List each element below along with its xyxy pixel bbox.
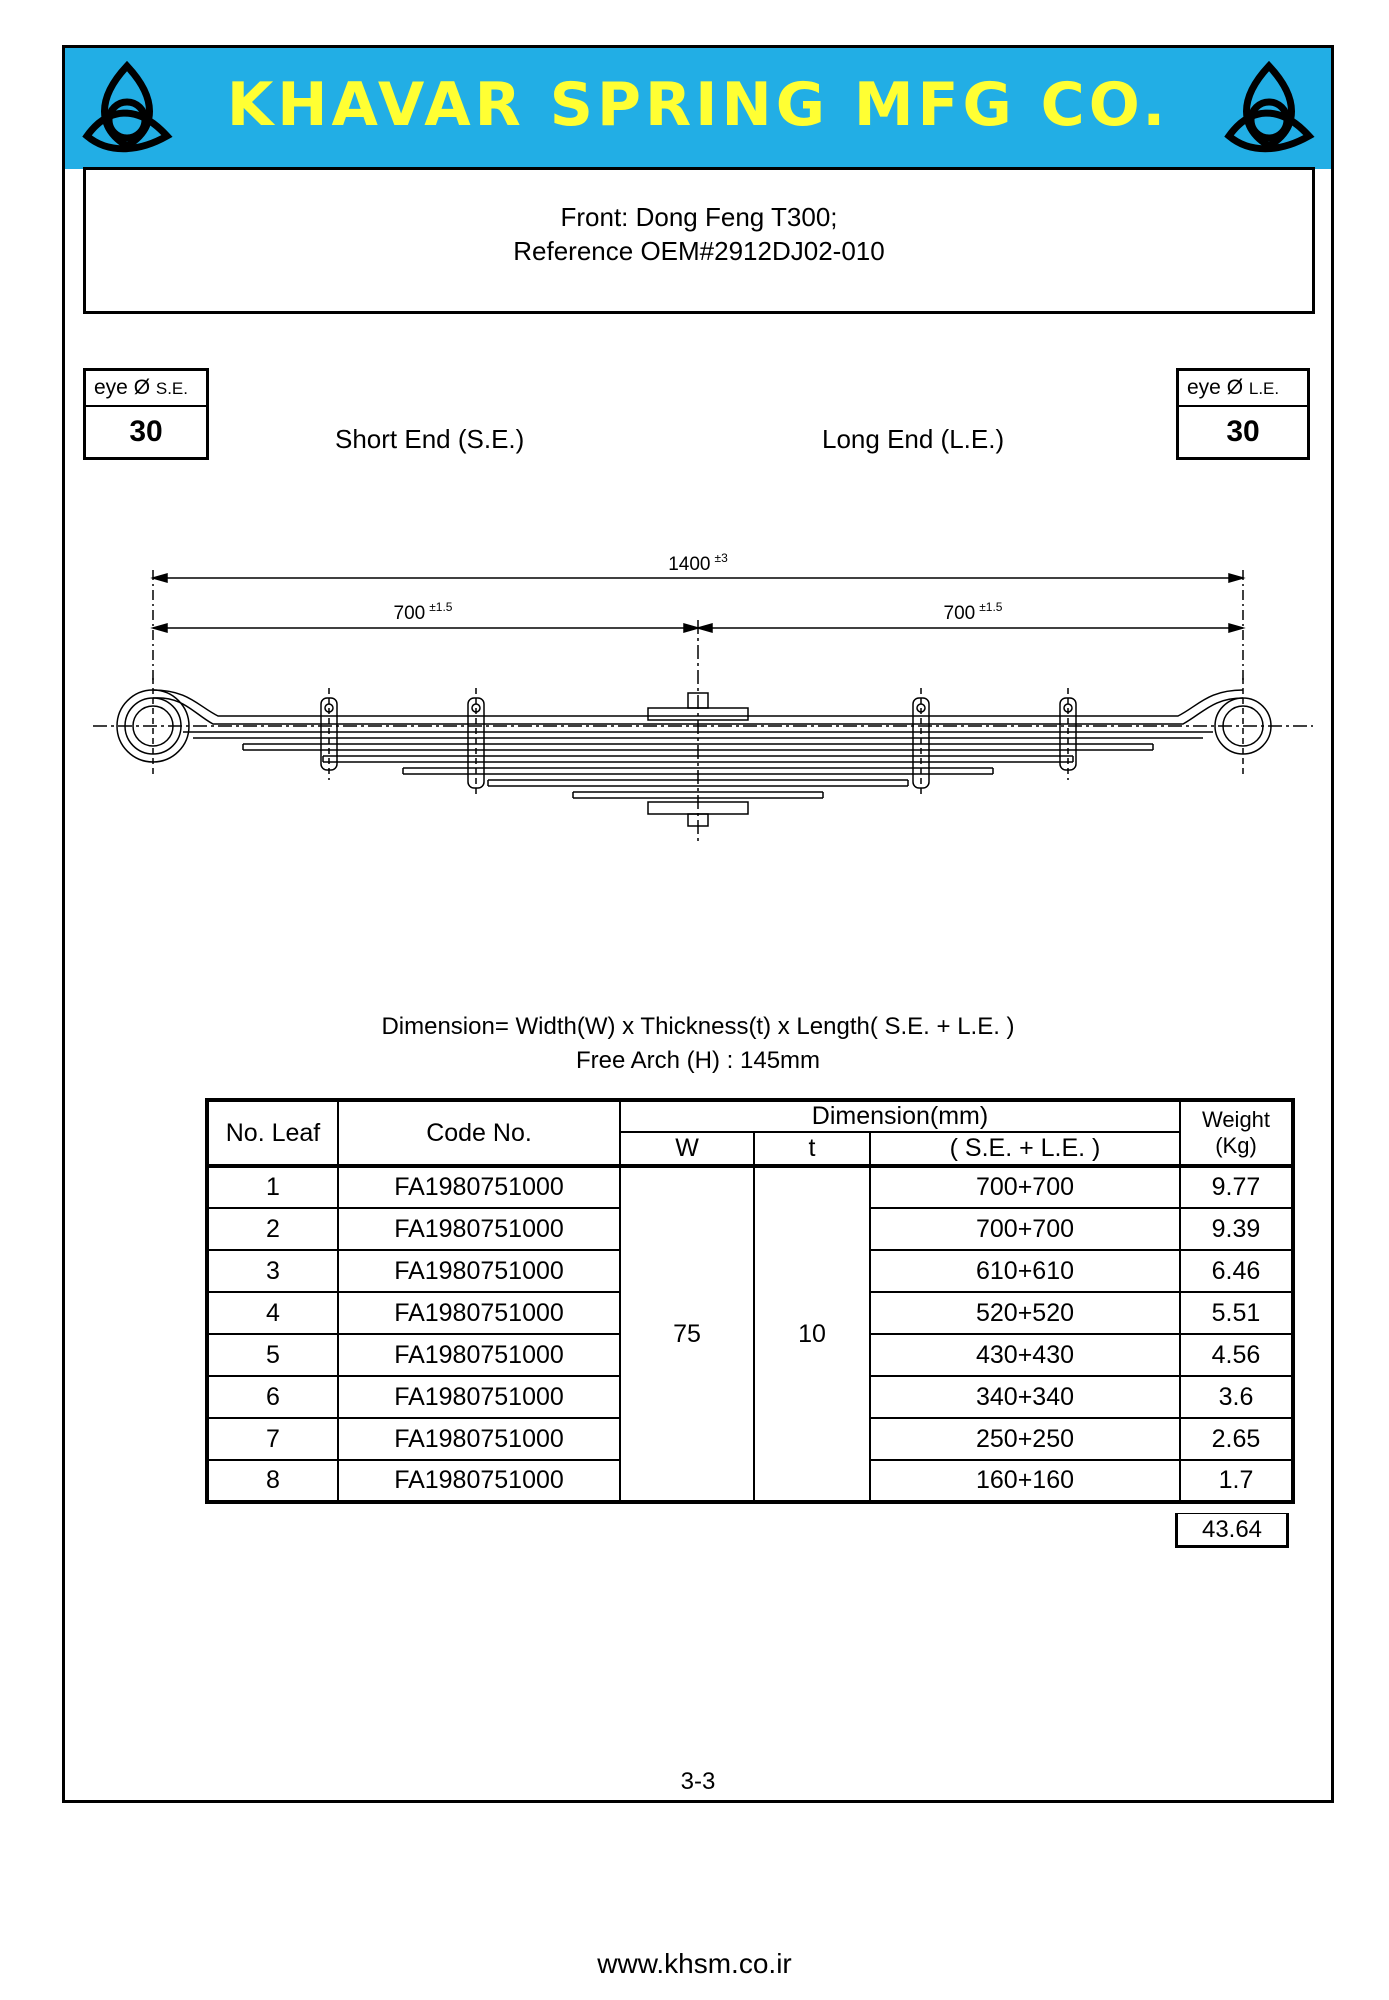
leaf-code: FA1980751000 — [338, 1208, 620, 1250]
eye-diameter-le-box — [1176, 368, 1310, 460]
company-name: KHAVAR SPRING MFG CO. — [226, 70, 1170, 140]
header-length: ( S.E. + L.E. ) — [870, 1132, 1180, 1166]
eye-se-value: 30 — [129, 415, 163, 448]
leaf-number: 1 — [207, 1166, 338, 1208]
leaf-number: 4 — [207, 1292, 338, 1334]
eye-le-label-suffix: L.E. — [1248, 379, 1280, 398]
spring-leaves — [93, 678, 1313, 826]
leaf-spring-drawing — [93, 508, 1313, 868]
leaf-length: 520+520 — [870, 1292, 1180, 1334]
leaf-weight: 3.6 — [1180, 1376, 1293, 1418]
leaf-number: 6 — [207, 1376, 338, 1418]
eye-le-label — [1179, 371, 1307, 407]
dimension-caption: Dimension= Width(W) x Thickness(t) x Length( S.E. + L.E. ) — [381, 1013, 1015, 1040]
leaf-length: 610+610 — [870, 1250, 1180, 1292]
leaf-weight: 4.56 — [1180, 1334, 1293, 1376]
leaf-length: 250+250 — [870, 1418, 1180, 1460]
header-thickness: t — [754, 1132, 870, 1166]
leaf-code: FA1980751000 — [338, 1292, 620, 1334]
leaf-number: 8 — [207, 1460, 338, 1502]
header-weight-unit: (Kg) — [1215, 1133, 1257, 1158]
leaf-weight: 6.46 — [1180, 1250, 1293, 1292]
eye-le-value: 30 — [1226, 415, 1260, 448]
leaf-length: 700+700 — [870, 1208, 1180, 1250]
leaf-number: 3 — [207, 1250, 338, 1292]
leaf-spec-table — [205, 1098, 1295, 1504]
leaf-weight: 9.77 — [1180, 1166, 1293, 1208]
leaf-code: FA1980751000 — [338, 1460, 620, 1502]
leaf-code: FA1980751000 — [338, 1334, 620, 1376]
leaf-weight: 2.65 — [1180, 1418, 1293, 1460]
eye-diameter-se-box — [83, 368, 209, 460]
eye-se-label-text: eye Ø — [94, 376, 151, 399]
leaf-weight: 1.7 — [1180, 1460, 1293, 1502]
header-code-no: Code No. — [338, 1100, 620, 1166]
table-row — [207, 1166, 1293, 1208]
header-banner — [65, 48, 1331, 169]
page-number: 3-3 — [680, 1768, 716, 1795]
total-length-label: 1400 $^{\pm 3}$ — [668, 551, 728, 575]
drawing-sheet — [62, 45, 1334, 1803]
right-length-label: 700 $^{\pm 1.5}$ — [943, 600, 1003, 624]
title-line-1: Front: Dong Feng T300; — [560, 202, 838, 232]
header-weight-label: Weight — [1201, 1107, 1271, 1132]
leaf-width: 75 — [620, 1166, 754, 1502]
total-weight: 43.64 — [1175, 1513, 1289, 1548]
left-length-label: 700 $^{\pm 1.5}$ — [393, 600, 453, 624]
leaf-length: 700+700 — [870, 1166, 1180, 1208]
leaf-weight: 9.39 — [1180, 1208, 1293, 1250]
title-line-2: Reference OEM#2912DJ02-010 — [513, 236, 885, 266]
eye-se-label-suffix: S.E. — [155, 379, 188, 398]
header-dimension: Dimension(mm) — [620, 1100, 1180, 1132]
leaf-number: 2 — [207, 1208, 338, 1250]
leaf-length: 340+340 — [870, 1376, 1180, 1418]
leaf-code: FA1980751000 — [338, 1166, 620, 1208]
header-weight — [1180, 1100, 1293, 1166]
leaf-length: 160+160 — [870, 1460, 1180, 1502]
long-end-label: Long End (L.E.) — [822, 424, 1005, 454]
website-url[interactable]: www.khsm.co.ir — [597, 1948, 792, 1979]
eye-le-label-text: eye Ø — [1187, 376, 1244, 399]
free-arch-caption: Free Arch (H) : 145mm — [575, 1047, 821, 1074]
leaf-code: FA1980751000 — [338, 1418, 620, 1460]
leaf-code: FA1980751000 — [338, 1250, 620, 1292]
eye-se-label — [86, 371, 206, 407]
leaf-number: 7 — [207, 1418, 338, 1460]
leaf-thickness: 10 — [754, 1166, 870, 1502]
header-width: W — [620, 1132, 754, 1166]
leaf-number: 5 — [207, 1334, 338, 1376]
triquetra-icon — [1219, 58, 1319, 158]
leaf-weight: 5.51 — [1180, 1292, 1293, 1334]
leaf-length: 430+430 — [870, 1334, 1180, 1376]
title-box — [83, 167, 1315, 314]
leaf-code: FA1980751000 — [338, 1376, 620, 1418]
header-no-leaf: No. Leaf — [207, 1100, 338, 1166]
short-end-label: Short End (S.E.) — [335, 424, 525, 454]
